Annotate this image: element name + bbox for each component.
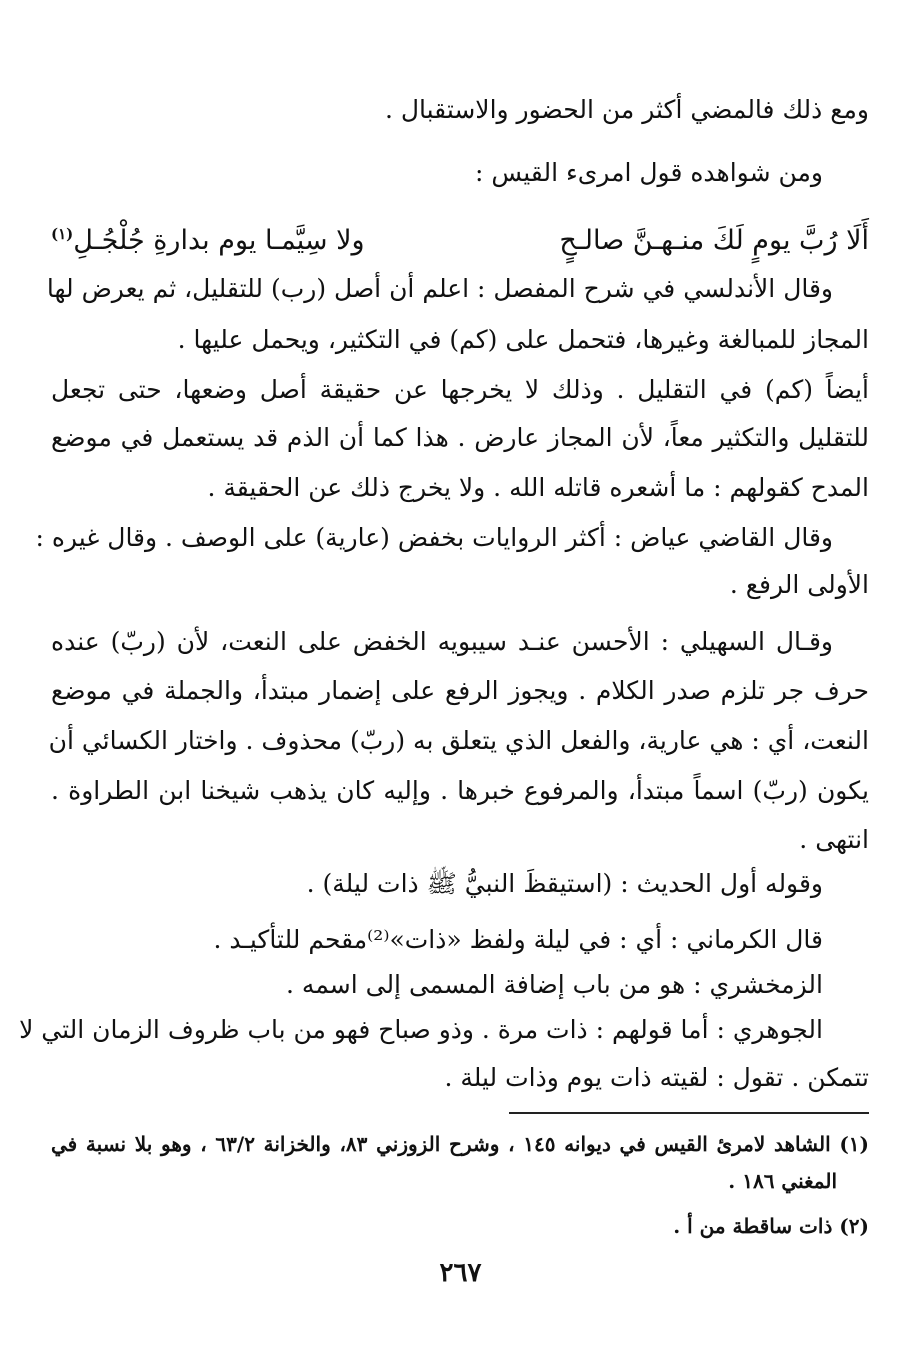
footnote: (٢) ذات ساقطة من أ . [673, 1214, 869, 1238]
text-line: ومن شواهده قول امرىء القيس : [475, 158, 823, 187]
text-line: الأولى الرفع . [729, 570, 869, 599]
text-line: النعت، أي : هي عارية، والفعل الذي يتعلق به (ربّ) محذوف . واختار الكسائي أن [48, 726, 869, 755]
text-line: للتقليل والتكثير معاً، لأن المجاز عارض . هذا كما أن الذم قد يستعمل في موضع [51, 423, 869, 452]
text-line: المجاز للمبالغة وغيرها، فتحمل على (كم) في التكثير، ويحمل عليها . [177, 325, 869, 354]
text-line: تتمكن . تقول : لقيته ذات يوم وذات ليلة . [444, 1063, 869, 1092]
text-line: وقـال السهيلي : الأحسن عنـد سيبويه الخفض على النعت، لأن (ربّ) عنده [51, 627, 833, 656]
text-line: حرف جر تلزم صدر الكلام . ويجوز الرفع على إضمار مبتدأ، والجملة في موضع [51, 676, 869, 705]
verse-second-hemistich: ولا سِيَّمـا يوم بدارةِ جُلْجُـلِ$^{(١)}$ [51, 225, 365, 256]
text-line: وقال القاضي عياض : أكثر الروايات بخفض (عارية) على الوصف . وقال غيره : [35, 523, 833, 552]
text-line: يكون (ربّ) اسماً مبتدأ، والمرفوع خبرها . وإليه كان يذهب شيخنا ابن الطراوة . [51, 776, 869, 805]
verse-first-hemistich: أَلَا رُبَّ يومٍ لَكَ منـهـنَّ صالـحٍ [559, 225, 869, 256]
text-line: ومع ذلك فالمضي أكثر من الحضور والاستقبال . [384, 95, 869, 124]
page-number: ٢٦٧ [439, 1258, 482, 1288]
text-line: انتهى . [799, 825, 869, 854]
text-line: وقوله أول الحديث : (استيقظَ النبيُّ ﷺ ذات ليلة) . [306, 869, 823, 898]
poem-verse [51, 214, 869, 261]
footnote-ref: (١) [51, 225, 74, 243]
footnote-separator [509, 1112, 869, 1114]
text-line: أيضاً (كم) في التقليل . وذلك لا يخرجها عن حقيقة أصل وضعها، حتى تجعل [51, 375, 869, 404]
text-line: المدح كقولهم : ما أشعره قاتله الله . ولا يخرج ذلك عن الحقيقة . [207, 473, 869, 502]
text-line: الزمخشري : هو من باب إضافة المسمى إلى اسمه . [286, 970, 823, 999]
text-line: وقال الأندلسي في شرح المفصل : اعلم أن أصل (رب) للتقليل، ثم يعرض لها [46, 274, 833, 303]
footnote: المغني ١٨٦ . [728, 1169, 837, 1193]
footnote: (١) الشاهد لامرئ القيس في ديوانه ١٤٥ ، وشرح الزوزني ٨٣، والخزانة ٦٣/٢ ، وهو بلا نسبة في [51, 1132, 870, 1156]
text-line: الجوهري : أما قولهم : ذات مرة . وذو صباح فهو من باب ظروف الزمان التي لا [19, 1015, 823, 1044]
text-line: قال الكرماني : أي : في ليلة ولفظ «ذات»⁽²⁾مقحم للتأكيـد . [213, 925, 823, 954]
